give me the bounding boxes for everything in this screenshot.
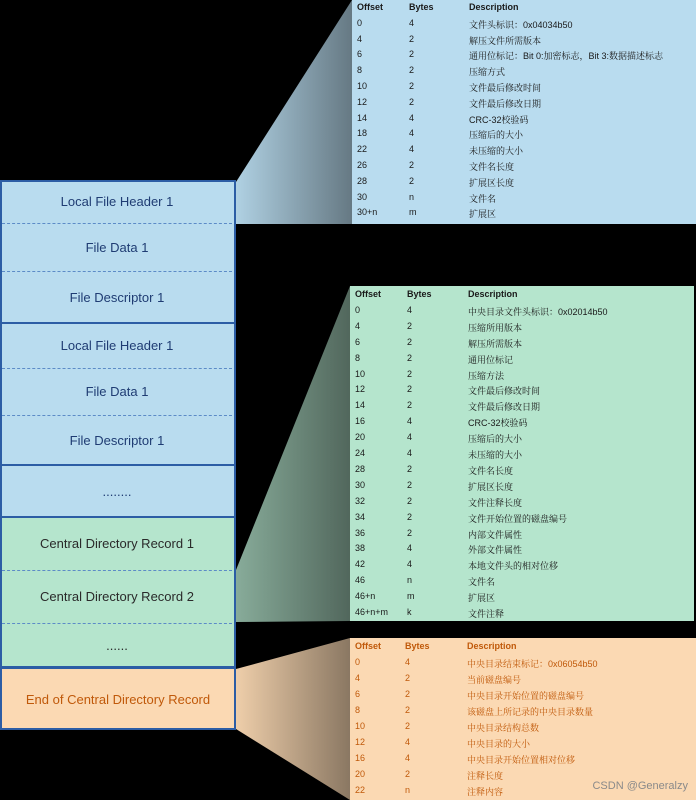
table-cell: 4 xyxy=(405,737,411,747)
table-cell: 4 xyxy=(407,559,413,570)
table-cell: 4 xyxy=(355,673,361,683)
stack-border xyxy=(0,180,236,668)
table-cell: 4 xyxy=(357,33,363,44)
table-cell: 2 xyxy=(407,336,413,347)
table-cell: 4 xyxy=(409,128,415,139)
table-cell: 28 xyxy=(355,463,366,474)
table-cell: 10 xyxy=(355,368,366,379)
table-cell: 中央目录结构总数 xyxy=(467,723,540,733)
table-cell: 38 xyxy=(355,543,366,554)
table-cell: 4 xyxy=(407,448,413,458)
table-cell: 46 xyxy=(355,575,366,586)
table-cell: 14 xyxy=(355,400,366,411)
table-cell: 22 xyxy=(357,144,368,155)
table-cell: m xyxy=(407,591,415,602)
table-cell: 12 xyxy=(357,96,368,107)
table-cell: 4 xyxy=(409,112,415,123)
zip-structure-stack xyxy=(0,180,236,668)
table-cell: 2 xyxy=(407,384,413,395)
table-cell: 2 xyxy=(409,160,415,170)
table-cell: 2 xyxy=(409,81,415,91)
table-cell: 内部文件属性 xyxy=(468,529,523,540)
table-cell: 中央目录开始位置的磁盘编号 xyxy=(467,691,585,701)
block-file-descriptor-1: File Descriptor 1 xyxy=(0,271,234,323)
table-header-cell: Description xyxy=(467,641,517,651)
table-cell: k xyxy=(407,607,412,617)
table-cell: CRC-32校验码 xyxy=(468,418,528,429)
table-cell: 未压缩的大小 xyxy=(469,146,524,157)
table-cell: 文件最后修改日期 xyxy=(469,98,542,109)
table-cell: 扩展区 xyxy=(469,209,497,220)
table-cell: 4 xyxy=(407,432,413,443)
table-cell: 压缩后的大小 xyxy=(468,434,523,445)
table-cell: 中央目录的大小 xyxy=(467,739,531,749)
table-cell: 中央目录结束标记：0x06054b50 xyxy=(467,659,598,669)
table-cell: 6 xyxy=(355,689,361,699)
table-cell: CRC-32校验码 xyxy=(469,114,529,125)
table-cell: 扩展区长度 xyxy=(468,481,514,492)
table-cell: 文件头标识：0x04034b50 xyxy=(469,19,573,30)
table-header-cell: Bytes xyxy=(405,641,430,651)
table-cell: 20 xyxy=(355,432,366,443)
table-cell: 2 xyxy=(405,721,411,731)
table-cell: 文件名 xyxy=(469,193,497,204)
table-cell: 通用位标记：Bit 0:加密标志，Bit 3:数据描述标志 xyxy=(469,51,664,62)
table-header-cell: Bytes xyxy=(407,289,432,299)
table-cell: 8 xyxy=(357,65,363,76)
table-cell: 4 xyxy=(405,753,411,763)
table-cell: 2 xyxy=(407,368,413,379)
table-cell: n xyxy=(405,785,411,795)
table-cell: 6 xyxy=(357,49,363,60)
watermark: CSDN @Generalzy xyxy=(592,780,688,792)
table-cell: 外部文件属性 xyxy=(468,545,523,556)
table-cell: 文件注释长度 xyxy=(468,497,523,508)
table-cell: 16 xyxy=(355,416,366,427)
table-cell: 2 xyxy=(407,352,413,363)
table-cell: 2 xyxy=(407,463,413,474)
table-cell: 4 xyxy=(407,416,413,427)
table-cell: 2 xyxy=(409,49,415,60)
table-cell: 10 xyxy=(357,81,368,91)
table-cell: 46+n+m xyxy=(355,607,389,617)
table-cell: 14 xyxy=(357,112,368,123)
table-cell: 压缩所用版本 xyxy=(468,322,523,333)
table-cell: 2 xyxy=(409,175,415,186)
table-header-cell: Bytes xyxy=(409,2,434,12)
central-directory-table xyxy=(350,286,694,621)
table-cell: n xyxy=(409,191,415,202)
table-cell: 0 xyxy=(357,17,363,28)
block-central-directory-record-2: Central Directory Record 2 xyxy=(0,570,234,623)
table-cell: 28 xyxy=(357,175,368,186)
table-header-cell: Description xyxy=(468,289,518,299)
table-cell: 2 xyxy=(407,479,413,490)
table-cell: 文件最后修改时间 xyxy=(469,83,542,93)
table-cell: 本地文件头的相对位移 xyxy=(468,561,559,572)
table-cell: 2 xyxy=(407,400,413,411)
block-local-file-header-1: Local File Header 1 xyxy=(0,180,234,223)
table-cell: 30 xyxy=(355,479,366,490)
wedge-central-directory xyxy=(236,286,350,622)
local-file-header-table xyxy=(352,0,696,224)
table-cell: 16 xyxy=(355,753,366,763)
table-cell: 文件名 xyxy=(468,577,496,588)
table-cell: 2 xyxy=(409,33,415,44)
table-cell: 20 xyxy=(355,769,366,779)
table-cell: 2 xyxy=(407,511,413,522)
block-local-file-header-2: Local File Header 1 xyxy=(0,323,234,368)
block-ellipsis-records: ...... xyxy=(0,623,234,668)
table-cell: 中央目录开始位置相对位移 xyxy=(467,755,576,765)
table-cell: 解压文件所需版本 xyxy=(469,35,542,46)
table-cell: 4 xyxy=(355,320,361,331)
table-cell: 4 xyxy=(405,657,411,667)
table-cell: 2 xyxy=(405,769,411,779)
table-cell: 2 xyxy=(407,527,413,538)
table-cell: 4 xyxy=(407,304,413,315)
table-cell: 压缩后的大小 xyxy=(469,130,524,141)
table-cell: 4 xyxy=(409,144,415,155)
table-cell: 解压所需版本 xyxy=(468,338,523,349)
table-cell: 2 xyxy=(409,65,415,76)
table-cell: 32 xyxy=(355,495,366,506)
table-header-cell: Description xyxy=(469,2,519,12)
block-central-directory-record-1: Central Directory Record 1 xyxy=(0,517,234,570)
table-cell: 24 xyxy=(355,448,366,458)
table-cell: 压缩方法 xyxy=(468,370,505,381)
table-cell: 0 xyxy=(355,304,361,315)
block-file-data-2: File Data 1 xyxy=(0,368,234,415)
table-cell: 22 xyxy=(355,785,366,795)
table-cell: 34 xyxy=(355,511,366,522)
table-cell: 文件名长度 xyxy=(469,162,515,172)
table-cell: 注释长度 xyxy=(467,771,504,781)
table-cell: 30+n xyxy=(357,207,378,218)
eocd-border xyxy=(0,667,236,730)
table-cell: 2 xyxy=(407,495,413,506)
table-cell: 文件最后修改日期 xyxy=(468,402,541,413)
block-ellipsis-files: ........ xyxy=(0,465,234,517)
wedge-local-file-header xyxy=(236,0,352,224)
table-cell: 文件最后修改时间 xyxy=(468,386,541,397)
table-cell: 6 xyxy=(355,336,361,347)
table-header-cell: Offset xyxy=(355,641,382,651)
table-cell: 文件注释 xyxy=(468,609,505,619)
table-cell: 4 xyxy=(407,543,413,554)
table-header-cell: Offset xyxy=(355,289,382,299)
table-cell: 10 xyxy=(355,721,366,731)
table-cell: 46+n xyxy=(355,591,376,602)
end-of-central-directory-table xyxy=(350,638,696,800)
table-cell: 当前磁盘编号 xyxy=(467,675,522,685)
table-cell: 26 xyxy=(357,160,368,170)
table-cell: 12 xyxy=(355,737,366,747)
table-header-cell: Offset xyxy=(357,2,384,12)
table-cell: 压缩方式 xyxy=(469,67,506,78)
table-cell: 2 xyxy=(405,705,411,715)
table-cell: 文件名长度 xyxy=(468,465,514,476)
table-cell: n xyxy=(407,575,413,586)
table-cell: 该磁盘上所记录的中央目录数量 xyxy=(467,707,594,717)
table-cell: 2 xyxy=(409,96,415,107)
table-cell: 扩展区 xyxy=(468,593,496,604)
block-file-descriptor-2: File Descriptor 1 xyxy=(0,415,234,465)
table-cell: 30 xyxy=(357,191,368,202)
table-cell: 文件开始位置的磁盘编号 xyxy=(468,513,568,524)
table-cell: m xyxy=(409,207,417,218)
table-cell: 0 xyxy=(355,657,361,667)
block-file-data-1: File Data 1 xyxy=(0,223,234,271)
table-cell: 未压缩的大小 xyxy=(468,450,523,460)
table-cell: 4 xyxy=(409,17,415,28)
table-cell: 8 xyxy=(355,705,361,715)
table-cell: 2 xyxy=(405,673,411,683)
table-cell: 18 xyxy=(357,128,368,139)
table-cell: 2 xyxy=(405,689,411,699)
block-end-of-central-directory-record: End of Central Directory Record xyxy=(0,668,236,730)
table-cell: 2 xyxy=(407,320,413,331)
table-cell: 注释内容 xyxy=(467,787,504,797)
table-cell: 12 xyxy=(355,384,366,395)
table-cell: 42 xyxy=(355,559,366,570)
table-cell: 通用位标记 xyxy=(468,354,514,365)
table-cell: 中央目录文件头标识：0x02014b50 xyxy=(468,306,608,317)
table-cell: 8 xyxy=(355,352,361,363)
wedge-end-of-central-directory xyxy=(236,638,350,800)
table-cell: 扩展区长度 xyxy=(469,177,515,188)
table-cell: 36 xyxy=(355,527,366,538)
